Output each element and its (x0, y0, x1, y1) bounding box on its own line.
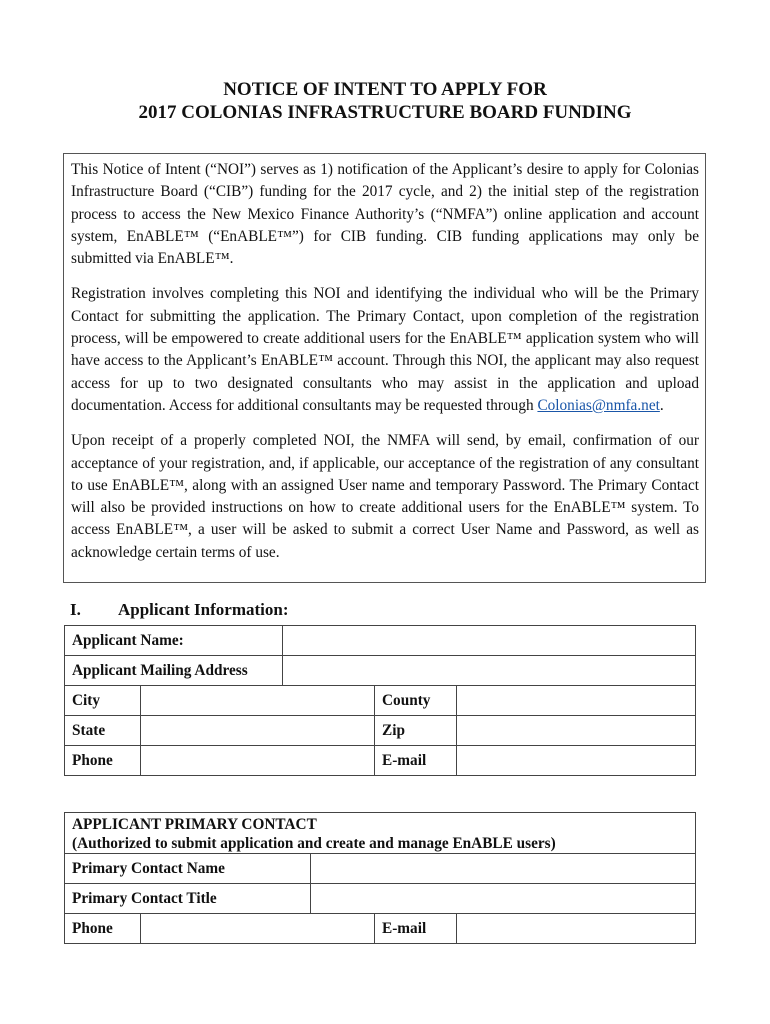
table-row (65, 884, 696, 914)
applicant-name-field[interactable] (283, 626, 696, 656)
phone-label: Phone (65, 746, 141, 776)
zip-label: Zip (375, 716, 457, 746)
intro-paragraph-2 (71, 283, 699, 417)
section-number: I. (70, 600, 81, 619)
primary-contact-heading-subtitle: (Authorized to submit application and create and manage EnABLE users) (72, 835, 556, 852)
contact-email-field[interactable] (457, 914, 696, 944)
table-row (65, 854, 696, 884)
table-row (65, 716, 696, 746)
table-row (65, 686, 696, 716)
table-row (65, 656, 696, 686)
county-field[interactable] (457, 686, 696, 716)
applicant-info-table (64, 625, 696, 776)
intro-paragraph-1: This Notice of Intent (“NOI”) serves as 1) notification of the Applicant’s desire to apply for Colonias Infrastructure Board (“CIB”) funding for the 2017 cycle, and 2) the initial step of the registration process to access the New Mexico Finance Authority’s (“NMFA”) online application and account system, EnABLE™ (“EnABLE™”) for CIB funding. CIB funding applications may only be submitted via EnABLE™. (71, 161, 699, 268)
table-row (65, 746, 696, 776)
table-row (65, 813, 696, 854)
intro-paragraph-3: Upon receipt of a properly completed NOI, the NMFA will send, by email, confirmation of our acceptance of your registration, and, if applicable, our acceptance of the registration of any consultant to use EnABLE™, along with an assigned User name and temporary Password. The Primary Contact will also be provided instructions on how to create additional users for the EnABLE™ system. To access EnABLE™, a user will be asked to submit a correct User Name and Password, as well as acknowledge certain terms of use. (71, 432, 699, 561)
intro-paragraph-2-text: Registration involves completing this NOI and identifying the individual who will be the Primary Contact for submitting the application. The Primary Contact, upon completion of the registration process, will be empowered to create additional users for the EnABLE™ application system who will have access to the Applicant’s EnABLE™ account. Through this NOI, the applicant may also request access for up to two designated consultants who may assist in the application and upload documentation. Access for additional consultants may be requested through (71, 285, 699, 414)
email-label: E-mail (375, 746, 457, 776)
primary-contact-name-field[interactable] (311, 854, 696, 884)
primary-contact-title-label: Primary Contact Title (65, 884, 311, 914)
primary-contact-name-label: Primary Contact Name (65, 854, 311, 884)
document-title-line1: NOTICE OF INTENT TO APPLY FOR (223, 79, 547, 100)
table-row (65, 626, 696, 656)
county-label: County (375, 686, 457, 716)
section-title: Applicant Information: (118, 600, 289, 619)
contact-phone-label: Phone (65, 914, 141, 944)
primary-contact-table (64, 812, 696, 944)
document-title-line2: 2017 COLONIAS INFRASTRUCTURE BOARD FUNDING (138, 102, 632, 123)
state-field[interactable] (141, 716, 375, 746)
state-label: State (65, 716, 141, 746)
primary-contact-title-field[interactable] (311, 884, 696, 914)
applicant-mailing-address-field[interactable] (283, 656, 696, 686)
intro-box (63, 153, 706, 583)
zip-field[interactable] (457, 716, 696, 746)
city-field[interactable] (141, 686, 375, 716)
city-label: City (65, 686, 141, 716)
contact-phone-field[interactable] (141, 914, 375, 944)
applicant-mailing-address-label: Applicant Mailing Address (65, 656, 283, 686)
primary-contact-heading (65, 813, 696, 854)
table-row (65, 914, 696, 944)
section-heading (70, 600, 288, 620)
email-field[interactable] (457, 746, 696, 776)
contact-email-label: E-mail (375, 914, 457, 944)
primary-contact-heading-title: APPLICANT PRIMARY CONTACT (72, 816, 317, 833)
phone-field[interactable] (141, 746, 375, 776)
intro-paragraph-2-end: . (659, 396, 664, 414)
colonias-email-link[interactable]: Colonias@nmfa.net (537, 396, 660, 414)
applicant-name-label: Applicant Name: (65, 626, 283, 656)
